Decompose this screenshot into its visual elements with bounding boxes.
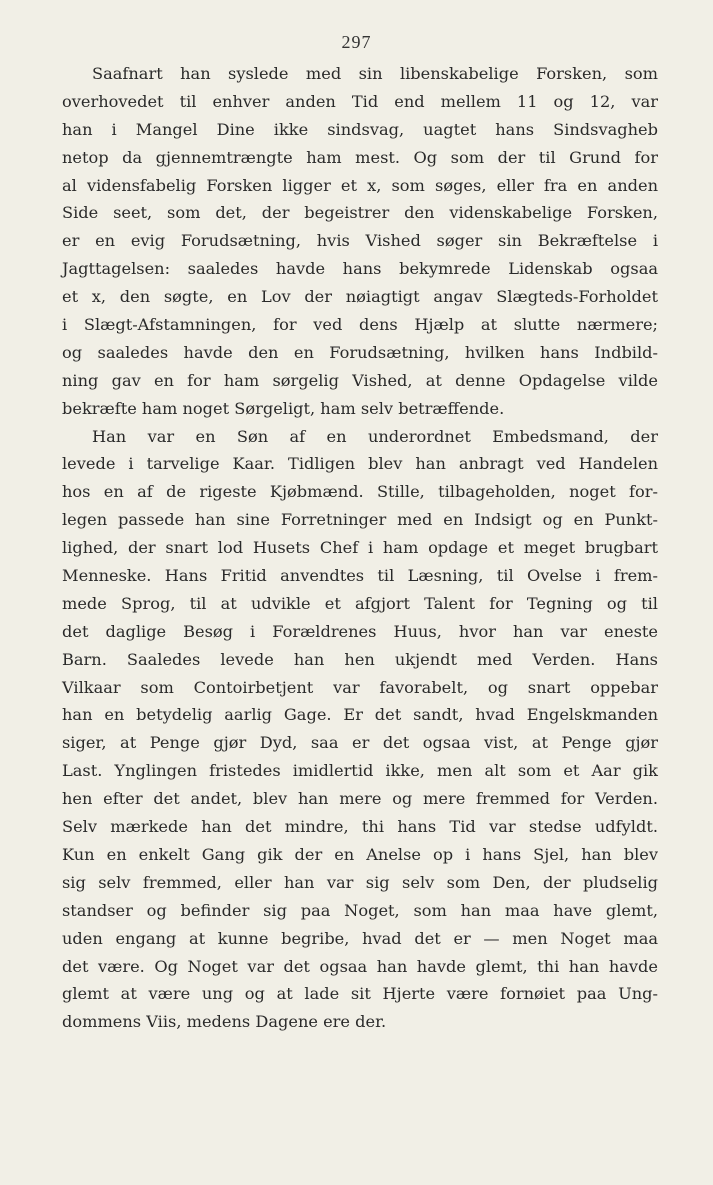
text-line: Barn. Saaledes levede han hen ukjendt med Verden. Hans xyxy=(62,649,658,669)
text-line: Selv mærkede han det mindre, thi hans Tid var stedse udfyldt. xyxy=(62,817,658,837)
text-line: Menneske. Hans Fritid anvendtes til Læsning, til Ovelse i frem- xyxy=(62,566,658,586)
text-line: levede i tarvelige Kaar. Tidligen blev han anbragt ved Handelen xyxy=(62,454,658,474)
page-number: 297 xyxy=(341,32,372,52)
text-line: han i Mangel Dine ikke sindsvag, uagtet hans Sindsvagheb xyxy=(62,119,658,139)
paragraph xyxy=(62,423,658,1037)
text-line: glemt at være ung og at lade sit Hjerte være fornøiet paa Ung- xyxy=(62,984,658,1004)
text-line: bekræfte ham noget Sørgeligt, ham selv betræffende. xyxy=(62,398,505,418)
text-line: Jagttagelsen: saaledes havde hans bekymrede Lidenskab ogsaa xyxy=(62,259,658,279)
body-text xyxy=(62,60,658,1036)
text-line: lighed, der snart lod Husets Chef i ham opdage et meget brugbart xyxy=(62,538,658,558)
text-line: siger, at Penge gjør Dyd, saa er det ogsaa vist, at Penge gjør xyxy=(62,733,658,753)
text-line: han en betydelig aarlig Gage. Er det sandt, hvad Engelskmanden xyxy=(62,705,658,725)
text-line: overhovedet til enhver anden Tid end mellem 11 og 12, var xyxy=(62,91,658,111)
paragraph xyxy=(62,60,658,423)
text-line: Saafnart han syslede med sin libenskabelige Forsken, som xyxy=(92,64,658,83)
text-line: det daglige Besøg i Forældrenes Huus, hvor han var eneste xyxy=(62,621,658,641)
text-line: et x, den søgte, en Lov der nøiagtigt angav Slægteds-Forholdet xyxy=(62,287,658,307)
text-line: det være. Og Noget var det ogsaa han havde glemt, thi han havde xyxy=(62,956,658,976)
text-line: netop da gjennemtrængte ham mest. Og som der til Grund for xyxy=(62,147,658,167)
text-line: Last. Ynglingen fristedes imidlertid ikke, men alt som et Aar gik xyxy=(62,761,658,781)
text-line: sig selv fremmed, eller han var sig selv som Den, der pludselig xyxy=(62,872,658,892)
text-line: Kun en enkelt Gang gik der en Anelse op i hans Sjel, han blev xyxy=(62,844,658,864)
text-line: standser og befinder sig paa Noget, som han maa have glemt, xyxy=(62,900,658,920)
text-line: hos en af de rigeste Kjøbmænd. Stille, tilbageholden, noget for- xyxy=(62,482,658,502)
text-line: dommens Viis, medens Dagene ere der. xyxy=(62,1012,387,1032)
text-line: ning gav en for ham sørgelig Vished, at denne Opdagelse vilde xyxy=(62,370,658,390)
text-line: Side seet, som det, der begeistrer den videnskabelige Forsken, xyxy=(62,203,658,223)
text-line: og saaledes havde den en Forudsætning, hvilken hans Indbild- xyxy=(62,342,658,362)
text-line: Vilkaar som Contoirbetjent var favorabelt, og snart oppebar xyxy=(62,677,658,697)
text-line: mede Sprog, til at udvikle et afgjort Talent for Tegning og til xyxy=(62,593,658,613)
text-line: legen passede han sine Forretninger med en Indsigt og en Punkt- xyxy=(62,510,658,530)
text-line: al vidensfabelig Forsken ligger et x, som søges, eller fra en anden xyxy=(62,175,658,195)
text-line: uden engang at kunne begribe, hvad det er — men Noget maa xyxy=(62,928,658,948)
text-line: hen efter det andet, blev han mere og mere fremmed for Verden. xyxy=(62,789,658,809)
text-line: er en evig Forudsætning, hvis Vished søger sin Bekræftelse i xyxy=(62,231,658,251)
text-line: Han var en Søn af en underordnet Embedsmand, der xyxy=(92,426,658,446)
text-line: i Slægt-Afstamningen, for ved dens Hjælp at slutte nærmere; xyxy=(62,315,658,335)
